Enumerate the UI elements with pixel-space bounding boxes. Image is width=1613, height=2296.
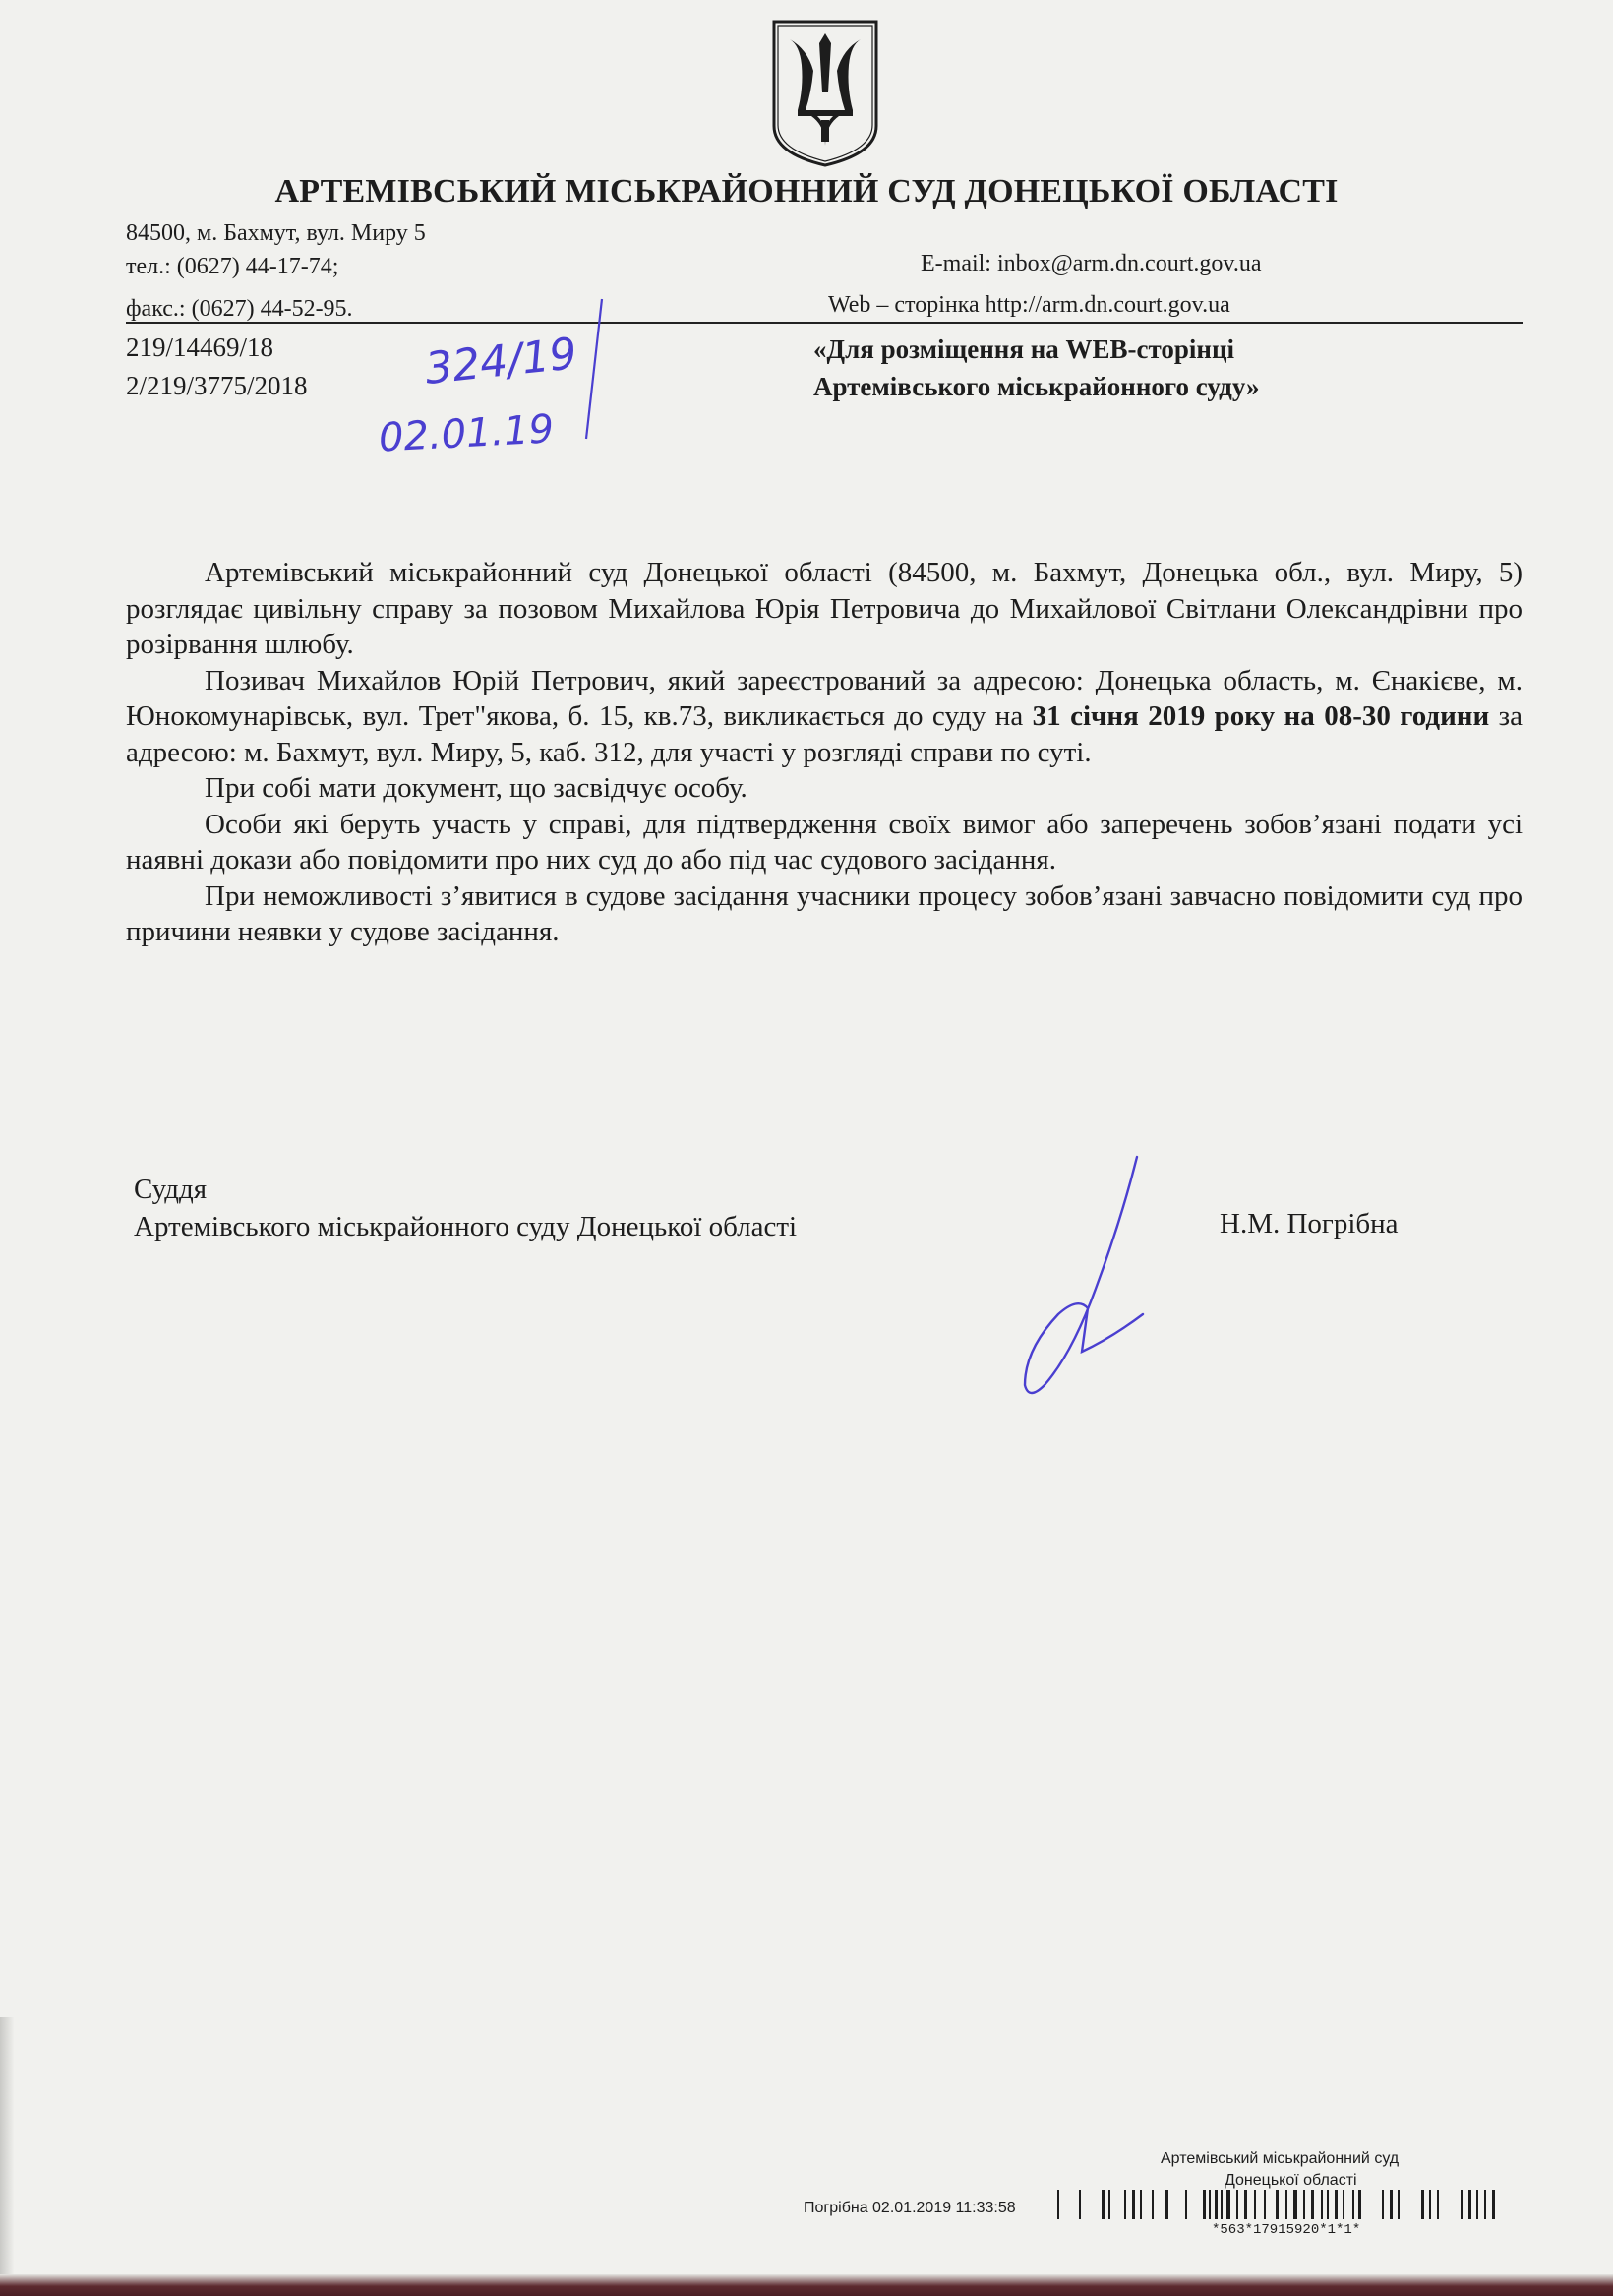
court-phone: тел.: (0627) 44-17-74; [126, 254, 339, 279]
body-paragraph: При неможливості з’явитися в судове засідання учасники процесу зобов’язані завчасно повідомити суд про причини неявки у судове засідання. [126, 879, 1523, 947]
body-paragraph: Особи які беруть участь у справі, для підтвердження своїх вимог або заперечень зобов’язані подати усі наявні докази або повідомити про них суд до або під час судового засідання. [126, 808, 1523, 876]
stamp-author-datetime: Погрібна 02.01.2019 11:33:58 [804, 2200, 1016, 2216]
case-number: 219/14469/18 [126, 332, 274, 362]
header-divider [126, 322, 1523, 324]
web-note-line: Артемівського міськрайонного суду» [813, 372, 1260, 401]
web-publication-note [813, 331, 1260, 405]
court-name-heading: АРТЕМІВСЬКИЙ МІСЬКРАЙОННИЙ СУД ДОНЕЦЬКОЇ ОБЛАСТІ [274, 173, 1339, 210]
hearing-date: 31 січня 2019 року на 08-30 години [1032, 700, 1490, 732]
scan-shadow-left [0, 2017, 14, 2296]
court-address: 84500, м. Бахмут, вул. Миру 5 [126, 220, 426, 246]
barcode-caption: *563*17915920*1*1* [1212, 2222, 1361, 2238]
court-email: E-mail: inbox@arm.dn.court.gov.ua [921, 251, 1262, 276]
judge-court: Артемівського міськрайонного суду Донецької області [134, 1211, 798, 1242]
handwritten-registration-number: 324/19 [422, 329, 580, 394]
trident-emblem-icon [770, 18, 880, 167]
stamp-court-region: Донецької області [1225, 2172, 1357, 2189]
web-note-line: «Для розміщення на WEB-сторінці [813, 334, 1235, 364]
judge-title: Суддя [134, 1174, 208, 1205]
judge-name: Н.М. Погрібна [1220, 1208, 1399, 1239]
proceeding-number: 2/219/3775/2018 [126, 371, 308, 400]
document-barcode [1057, 2190, 1539, 2219]
body-paragraph: Артемівський міськрайонний суд Донецької області (84500, м. Бахмут, Донецька обл., вул. Миру, 5) розглядає цивільну справу за позовом Михайлова Юрія Петровича до Михайлової Світлани Олександрівни про розірвання шлюбу. [126, 557, 1523, 660]
court-fax: факс.: (0627) 44-52-95. [126, 296, 353, 322]
body-paragraph: При собі мати документ, що засвідчує особу. [205, 772, 747, 804]
scan-edge-bottom [0, 2274, 1613, 2296]
judge-signature [974, 1141, 1170, 1407]
court-website: Web – сторінка http://arm.dn.court.gov.ua [828, 292, 1230, 318]
body-paragraph-summons: Позивач Михайлов Юрій Петрович, який зареєстрований за адресою: Донецька область, м. Єнакієве, м. Юнокомунарівськ, вул. Трет"якова, б. 15, кв.73, викликається до суду на 31 січня 2019 року на 08-30 години за адресою: м. Бахмут, вул. Миру, 5, каб. 312, для участі у розгляді справи по суті. [126, 664, 1523, 768]
stamp-court-name: Артемівський міськрайонний суд [1161, 2150, 1400, 2167]
letter-body [126, 555, 1523, 950]
handwritten-date: 02.01.19 [377, 406, 556, 461]
